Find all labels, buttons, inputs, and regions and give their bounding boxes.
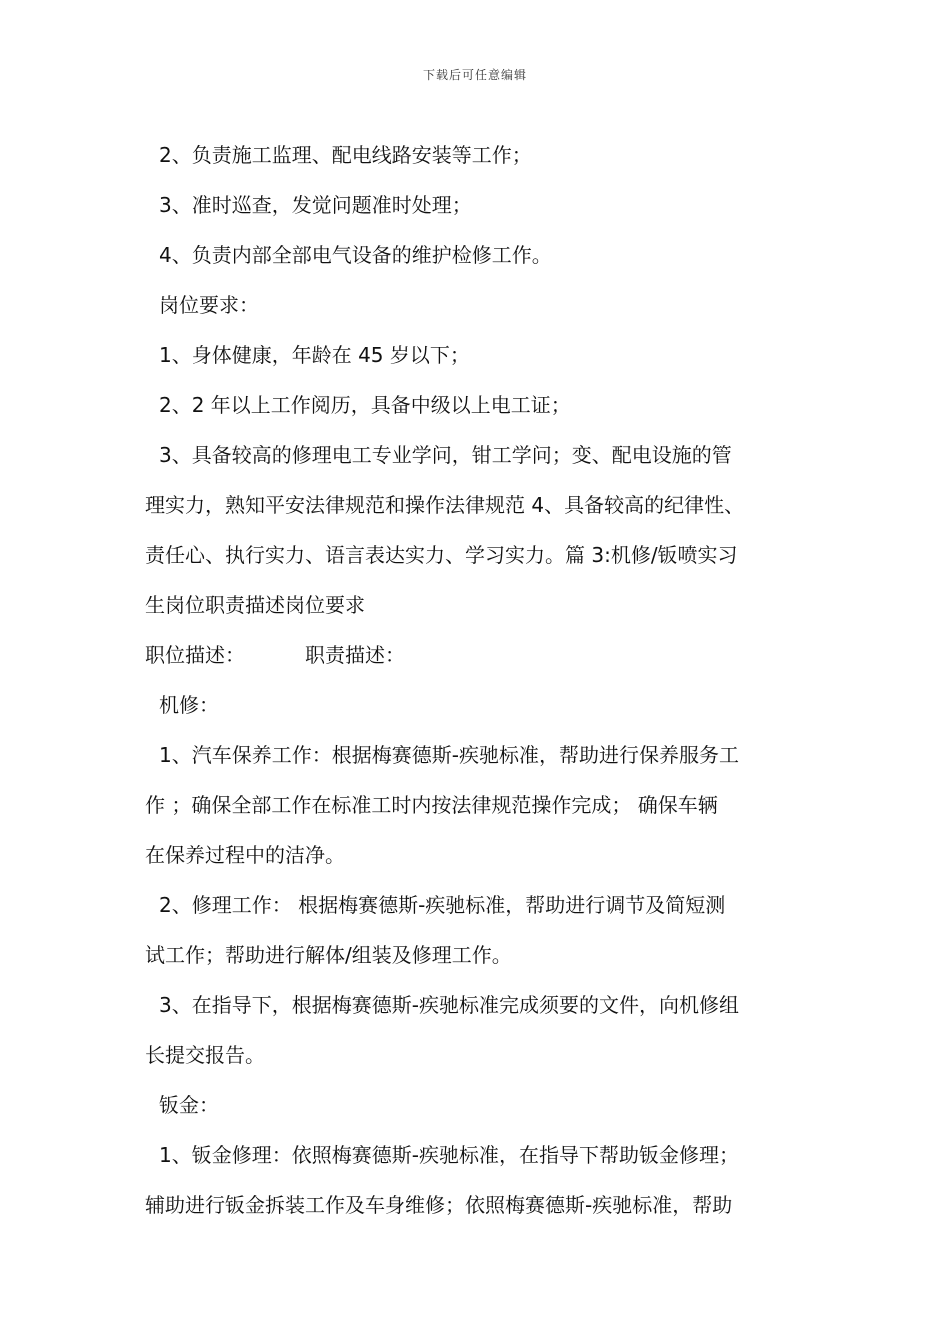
- description-labels-row: [145, 630, 825, 680]
- duty-description-label: 职责描述：: [305, 643, 405, 667]
- section-title-line: 生岗位职责描述岗位要求: [145, 593, 365, 617]
- requirement-item-2: 2、2 年以上工作阅历，具备中级以上电工证；: [159, 393, 571, 417]
- duty-item-4: 4、负责内部全部电气设备的维护检修工作。: [159, 243, 552, 267]
- document-body: [145, 130, 825, 1230]
- requirement-item-3-line-2: 理实力，熟知平安法律规范和操作法律规范 4、具备较高的纪律性、: [145, 493, 745, 517]
- section-heading-requirements: 岗位要求：: [159, 293, 259, 317]
- requirement-item-3-line-1: 3、具备较高的修理电工专业学问，钳工学问；变、配电设施的管: [159, 443, 732, 467]
- mechanical-item-1-line-1: 1、汽车保养工作：根据梅赛德斯-疾驰标准，帮助进行保养服务工: [159, 743, 739, 767]
- mechanical-item-3-line-2: 长提交报告。: [145, 1043, 265, 1067]
- mechanical-item-2-line-1: 2、修理工作： 根据梅赛德斯-疾驰标准，帮助进行调节及简短测: [159, 893, 726, 917]
- page-header-note: 下载后可任意编辑: [422, 68, 527, 82]
- mechanical-item-1-line-3: 在保养过程中的洁净。: [145, 843, 345, 867]
- mechanical-item-2-line-2: 试工作；帮助进行解体/组装及修理工作。: [145, 943, 512, 967]
- sheet-metal-item-1-line-2: 辅助进行钣金拆装工作及车身维修；依照梅赛德斯-疾驰标准，帮助: [145, 1193, 733, 1217]
- requirement-item-4-line: 责任心、执行实力、语言表达实力、学习实力。篇 3:机修/钣喷实习: [145, 543, 738, 567]
- duty-item-2: 2、负责施工监理、配电线路安装等工作；: [159, 143, 532, 167]
- section-heading-mechanical: 机修：: [159, 693, 219, 717]
- mechanical-item-3-line-1: 3、在指导下，根据梅赛德斯-疾驰标准完成须要的文件，向机修组: [159, 993, 739, 1017]
- mechanical-item-1-line-2: 作 ；确保全部工作在标准工时内按法律规范操作完成； 确保车辆: [145, 793, 718, 817]
- sheet-metal-item-1-line-1: 1、钣金修理：依照梅赛德斯-疾驰标准，在指导下帮助钣金修理；: [159, 1143, 739, 1167]
- duty-item-3: 3、准时巡查，发觉问题准时处理；: [159, 193, 472, 217]
- position-description-label: 职位描述：: [145, 643, 245, 667]
- section-heading-sheet-metal: 钣金：: [159, 1093, 219, 1117]
- requirement-item-1: 1、身体健康，年龄在 45 岁以下；: [159, 343, 470, 367]
